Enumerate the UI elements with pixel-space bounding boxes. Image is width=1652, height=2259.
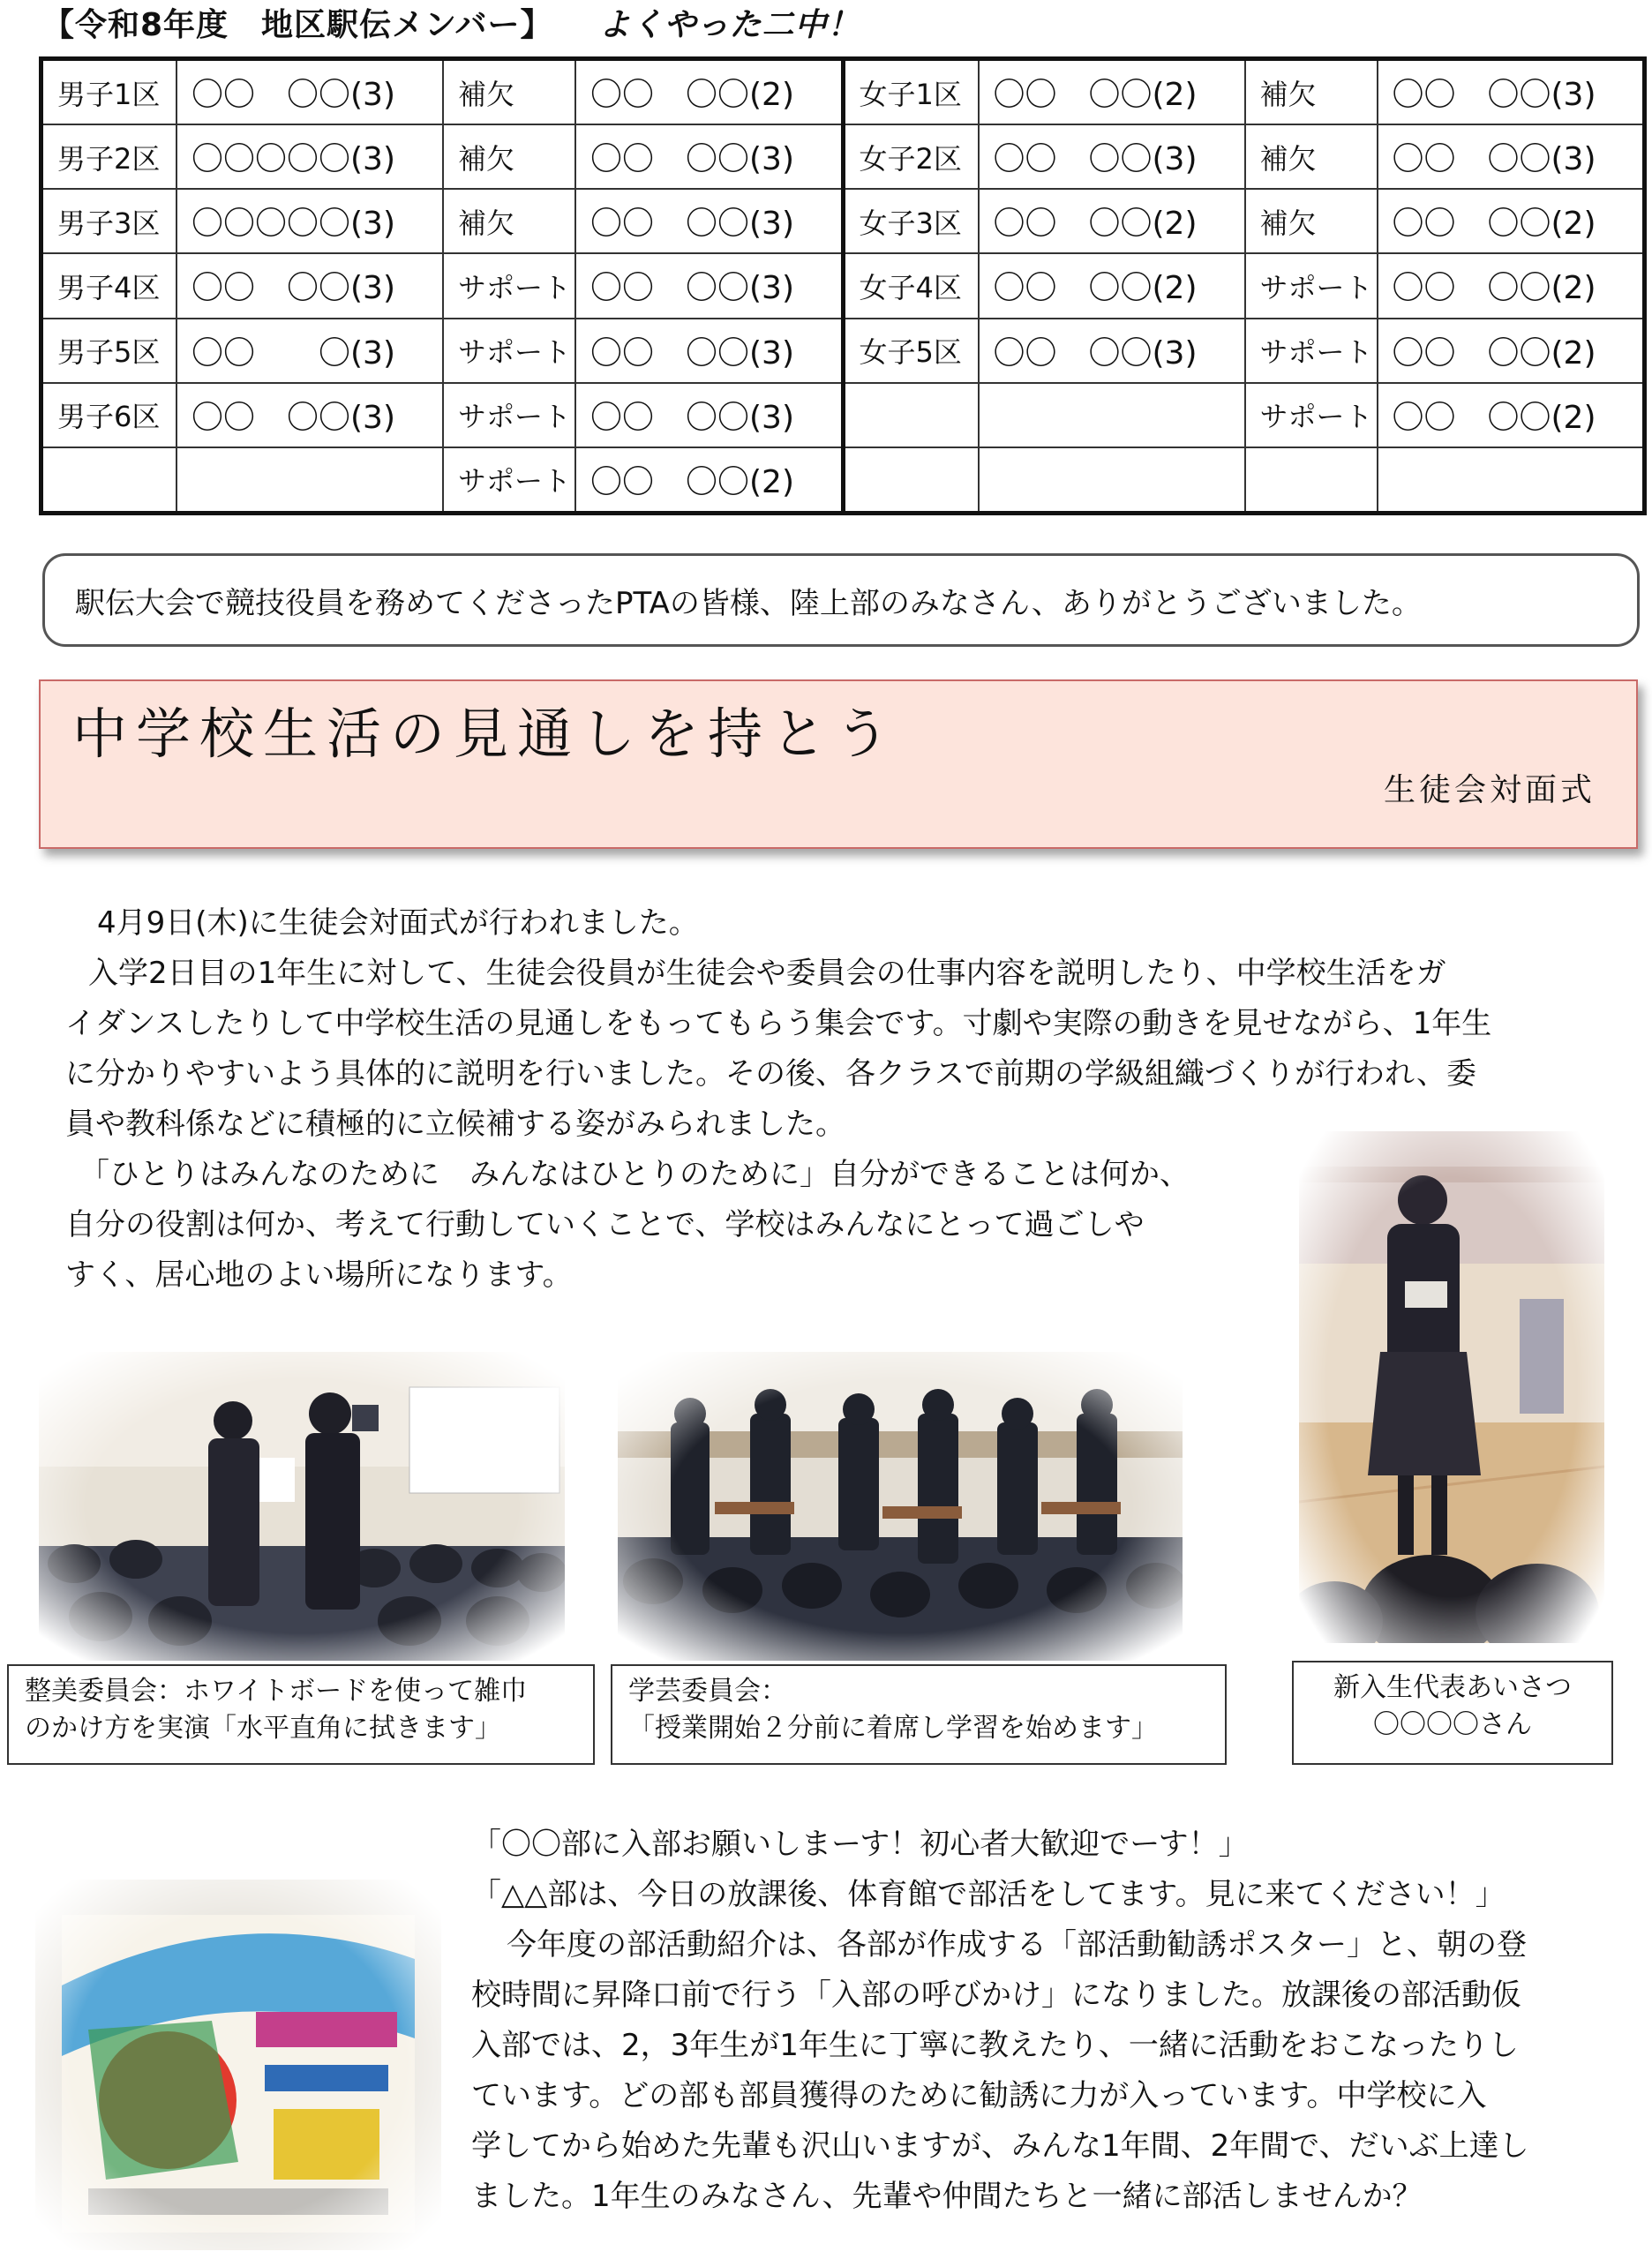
ekiden-header [42, 0, 860, 45]
article-title-banner [39, 679, 1638, 849]
section-label: 女子2区 [859, 141, 962, 176]
role-label: サポート [442, 254, 574, 317]
section-label: 女子4区 [859, 270, 962, 304]
section-label: 男子2区 [57, 141, 161, 176]
runner-name: 〇〇 〇〇(3) [176, 254, 442, 317]
member-name: 〇〇 〇〇(3) [1377, 61, 1643, 124]
table-row [43, 318, 841, 382]
section-label: 男子1区 [57, 77, 161, 111]
table-row [845, 252, 1643, 317]
ekiden-cheer: よくやった二中！ [598, 7, 860, 43]
member-name [1377, 448, 1643, 511]
role-label: サポート [1244, 254, 1377, 317]
caption-new-student [1292, 1661, 1613, 1765]
role-label: サポート [442, 384, 574, 447]
role-label: 補欠 [442, 125, 574, 188]
girls-team-section [841, 61, 1643, 511]
member-name: 〇〇 〇〇(3) [574, 254, 841, 317]
club-line: 校時間に昇降口前で行う「入部の呼びかけ」になりました。放課後の部活動仮 [471, 1978, 1521, 2013]
runner-name: 〇〇 〇〇(3) [978, 125, 1244, 188]
club-line: 学してから始めた先輩も沢山いますが、みんな1年間、2年間で、だいぶ上達し [471, 2128, 1529, 2164]
article-line: イダンスしたりして中学校生活の見通しをもってもらう集会です。寸劇や実際の動きを見せながら、1年生 [65, 1006, 1492, 1041]
club-line: 今年度の部活動紹介は、各部が作成する「部活動勧誘ポスター」と、朝の登 [507, 1927, 1527, 1963]
thanks-note [42, 553, 1640, 647]
caption-line: 「授業開始２分前に着席し学習を始めます」 [628, 1713, 1158, 1744]
table-row [43, 252, 841, 317]
boys-team-section [43, 61, 841, 511]
table-row [845, 61, 1643, 124]
member-name: 〇〇 〇〇(3) [1377, 125, 1643, 188]
table-row [43, 61, 841, 124]
article-title: 中学校生活の見通しを持とう [72, 702, 899, 766]
role-label: 補欠 [1244, 125, 1377, 188]
member-name: 〇〇 〇〇(2) [1377, 384, 1643, 447]
table-row [43, 124, 841, 188]
club-line: 入部では、2，3年生が1年生に丁寧に教えたり、一緒に活動をおこなったりし [471, 2028, 1519, 2063]
section-label: 男子6区 [57, 400, 161, 434]
table-row [845, 318, 1643, 382]
role-label: サポート [1244, 319, 1377, 382]
new-student-speech-photo [1299, 1131, 1604, 1643]
table-row [845, 124, 1643, 188]
section-label: 男子5区 [57, 335, 161, 370]
member-name: 〇〇 〇〇(2) [1377, 254, 1643, 317]
role-label: 補欠 [1244, 61, 1377, 124]
article-line: すく、居心地のよい場所になります。 [65, 1257, 573, 1293]
caption-line: 新入生代表あいさつ [1333, 1672, 1572, 1703]
runner-name: 〇〇 〇〇(3) [176, 61, 442, 124]
section-label: 男子3区 [57, 206, 161, 240]
runner-name [978, 448, 1244, 511]
section-label [845, 448, 978, 511]
caption-line: 整美委員会：ホワイトボードを使って雑巾 [25, 1676, 528, 1707]
role-label: サポート [442, 448, 574, 511]
club-line: ています。どの部も部員獲得のために勧誘に力が入っています。中学校に入 [471, 2078, 1487, 2113]
runner-name: 〇〇〇〇〇(3) [176, 125, 442, 188]
caption-gakugei-committee [611, 1664, 1227, 1765]
gakugei-committee-photo [618, 1352, 1183, 1661]
section-label: 女子3区 [859, 206, 962, 240]
seibi-committee-photo [39, 1352, 565, 1661]
role-label: 補欠 [442, 190, 574, 252]
table-row [845, 382, 1643, 447]
club-poster-photo [35, 1880, 441, 2250]
table-row [43, 447, 841, 511]
runner-name: 〇〇 〇〇(3) [176, 384, 442, 447]
runner-name: 〇〇 〇〇(2) [978, 190, 1244, 252]
member-name: 〇〇 〇〇(3) [574, 384, 841, 447]
member-name: 〇〇 〇〇(3) [574, 125, 841, 188]
role-label: 補欠 [1244, 190, 1377, 252]
member-name: 〇〇 〇〇(2) [1377, 190, 1643, 252]
runner-name [176, 448, 442, 511]
caption-line: のかけ方を実演「水平直角に拭きます」 [25, 1713, 501, 1744]
club-line: 「△△部は、今日の放課後、体育館で部活をしてます。見に来てください！」 [471, 1877, 1506, 1912]
runner-name: 〇〇 〇〇(2) [978, 61, 1244, 124]
runner-name: 〇〇 〇(3) [176, 319, 442, 382]
section-label [43, 448, 176, 511]
runner-name: 〇〇 〇〇(2) [978, 254, 1244, 317]
article-subtitle: 生徒会対面式 [1383, 772, 1596, 808]
table-row [845, 447, 1643, 511]
ekiden-title: 【令和8年度 地区駅伝メンバー】 [42, 7, 553, 43]
article-line: 入学2日目の1年生に対して、生徒会役員が生徒会や委員会の仕事内容を説明したり、中学校生活をガ [88, 956, 1446, 991]
table-row [845, 188, 1643, 252]
role-label: サポート [442, 319, 574, 382]
article-line: 「ひとりはみんなのために みんなはひとりのために」自分ができることは何か、 [79, 1157, 1190, 1192]
table-row [43, 382, 841, 447]
section-label: 女子1区 [859, 77, 962, 111]
thanks-text: 駅伝大会で競技役員を務めてくださったPTAの皆様、陸上部のみなさん、ありがとうございました。 [75, 585, 1422, 621]
ekiden-member-table [39, 56, 1647, 515]
role-label: 補欠 [442, 61, 574, 124]
member-name: 〇〇 〇〇(2) [1377, 319, 1643, 382]
runner-name: 〇〇 〇〇(3) [978, 319, 1244, 382]
club-line: 「〇〇部に入部お願いしまーす！初心者大歓迎でーす！」 [471, 1827, 1249, 1862]
member-name: 〇〇 〇〇(3) [574, 190, 841, 252]
member-name: 〇〇 〇〇(3) [574, 319, 841, 382]
role-label [1244, 448, 1377, 511]
caption-line: 〇〇〇〇さん [1373, 1709, 1532, 1740]
section-label [845, 384, 978, 447]
article-line: 4月9日(木)に生徒会対面式が行われました。 [97, 905, 699, 941]
section-label: 女子5区 [859, 335, 962, 370]
table-row [43, 188, 841, 252]
article-line: 員や教科係などに積極的に立候補する姿がみられました。 [65, 1107, 845, 1142]
caption-line: 学芸委員会： [628, 1676, 787, 1707]
article-line: に分かりやすいよう具体的に説明を行いました。その後、各クラスで前期の学級組織づくりが行われ、委 [65, 1056, 1477, 1092]
club-line: ました。1年生のみなさん、先輩や仲間たちと一緒に部活しませんか？ [471, 2179, 1423, 2214]
member-name: 〇〇 〇〇(2) [574, 61, 841, 124]
member-name: 〇〇 〇〇(2) [574, 448, 841, 511]
section-label: 男子4区 [57, 270, 161, 304]
role-label: サポート [1244, 384, 1377, 447]
article-line: 自分の役割は何か、考えて行動していくことで、学校はみんなにとって過ごしや [65, 1207, 1145, 1242]
runner-name: 〇〇〇〇〇(3) [176, 190, 442, 252]
runner-name [978, 384, 1244, 447]
caption-seibi-committee [7, 1664, 595, 1765]
